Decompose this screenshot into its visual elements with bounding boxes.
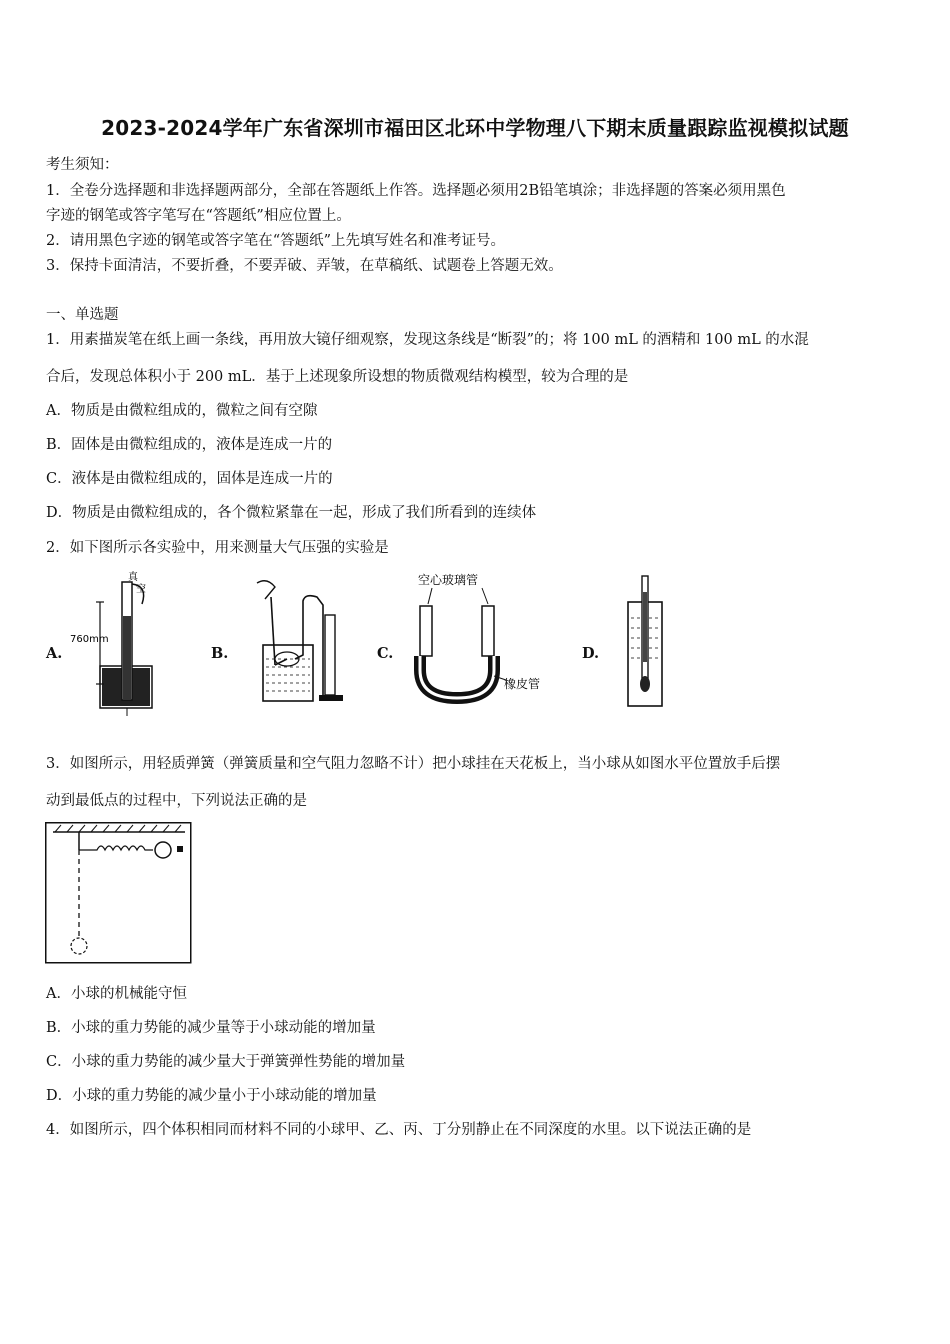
q1-option-b: B．固体是由微粒组成的，液体是连成一片的: [46, 437, 333, 453]
label-rubber-tube: 橡皮管: [504, 677, 541, 691]
q1-stem: 合后，发现总体积小于 200 mL．基于上述现象所设想的物质微观结构模型，较为合理的是: [46, 369, 629, 385]
q3-option-b: B．小球的重力势能的减少量等于小球动能的增加量: [46, 1020, 376, 1036]
q2-option-a-label: A.: [46, 645, 63, 662]
spring-pendulum-figure: [45, 822, 192, 964]
label-vacuum-2: 空: [136, 584, 146, 595]
notice-heading: 考生须知：: [46, 157, 119, 173]
label-760mm: 760mm: [70, 634, 109, 645]
q3-option-d: D．小球的重力势能的减少量小于小球动能的增加量: [46, 1088, 377, 1104]
ball: [155, 842, 171, 858]
q1-option-d: D．物质是由微粒组成的，各个微粒紧靠在一起，形成了我们所看到的连续体: [46, 505, 537, 521]
q3-stem: 动到最低点的过程中，下列说法正确的是: [46, 793, 307, 809]
notice-item: 2．请用黑色字迹的钢笔或答字笔在“答题纸”上先填写姓名和准考证号。: [46, 233, 506, 249]
q2-stem: 2．如下图所示各实验中，用来测量大气压强的实验是: [46, 540, 389, 556]
q1-option-c: C．液体是由微粒组成的，固体是连成一片的: [46, 471, 333, 487]
u-tube-figure: [410, 570, 560, 710]
q3-option-c: C．小球的重力势能的减少量大于弹簧弹性势能的增加量: [46, 1054, 406, 1070]
q3-option-a: A．小球的机械能守恒: [46, 986, 187, 1002]
q3-stem: 3．如图所示，用轻质弹簧（弹簧质量和空气阻力忽略不计）把小球挂在天花板上，当小球从如图水平位置放手后摆: [46, 756, 781, 772]
cylinder-figure: [620, 572, 670, 712]
notice-item: 3．保持卡面清洁，不要折叠，不要弄破、弄皱，在草稿纸、试题卷上答题无效。: [46, 258, 563, 274]
label-glass-tube: 空心玻璃管: [418, 573, 479, 587]
torricelli-figure: [70, 568, 170, 718]
q2-option-d-label: D.: [582, 645, 600, 662]
spring: [79, 846, 153, 850]
q1-stem: 1．用素描炭笔在纸上画一条线，再用放大镜仔细观察，发现这条线是“断裂”的；将 100 mL 的酒精和 100 mL 的水混: [46, 332, 809, 348]
page-title: 2023-2024学年广东省深圳市福田区北环中学物理八下期末质量跟踪监视模拟试题: [101, 116, 849, 140]
notice-item: 字迹的钢笔或答字笔写在“答题纸”相应位置上。: [46, 208, 351, 224]
q4-stem: 4．如图所示，四个体积相同而材料不同的小球甲、乙、丙、丁分别静止在不同深度的水里。以下说法正确的是: [46, 1122, 752, 1138]
section-title: 一、单选题: [46, 307, 119, 323]
q2-option-b-label: B.: [211, 645, 229, 662]
q1-option-a: A．物质是由微粒组成的，微粒之间有空隙: [46, 403, 318, 419]
beaker-tube-figure: [235, 575, 355, 710]
ball-lowest-position: [71, 938, 87, 954]
beaker: [263, 645, 313, 701]
hand: [257, 581, 275, 599]
notice-item: 1．全卷分选择题和非选择题两部分，全部在答题纸上作答。选择题必须用2B铅笔填涂；非选择题的答案必须用黑色: [46, 183, 786, 199]
label-vacuum-1: 真: [128, 572, 138, 583]
q2-option-c-label: C.: [377, 645, 394, 662]
